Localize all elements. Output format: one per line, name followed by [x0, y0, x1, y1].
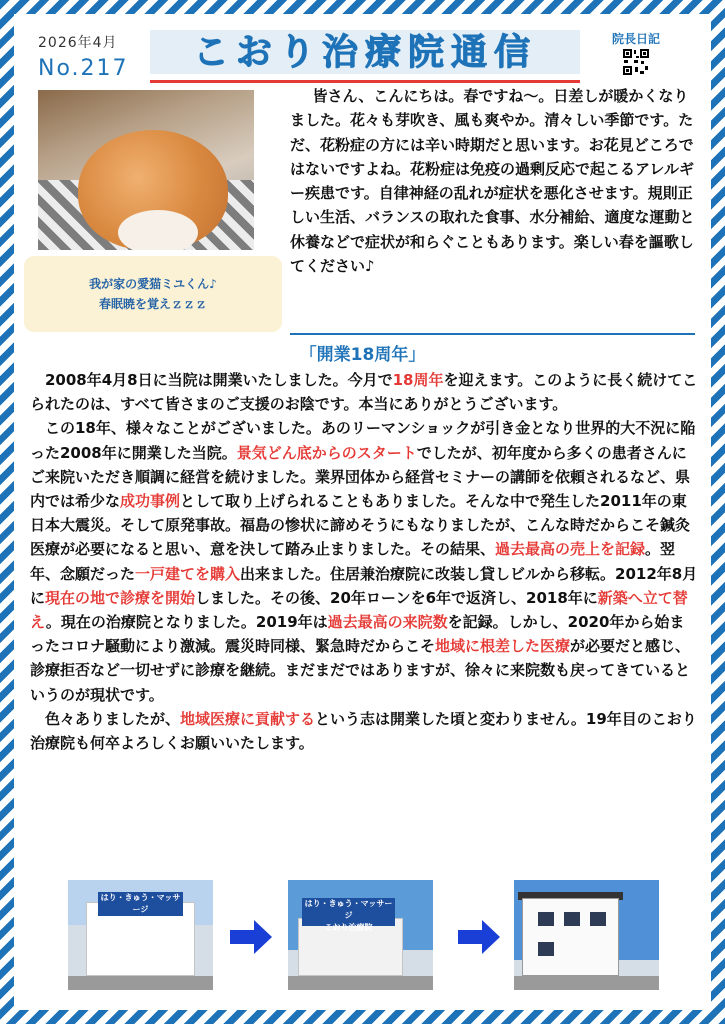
caption-line-1: 我が家の愛猫ミユくん♪ [89, 277, 217, 291]
paragraph-1: 2008年4月8日に当院は開業いたしました。今月で18周年を迎えます。このように長く続けてこられたのは、すべて皆さまのご支援のお陰です。本当にありがとうございます。 [30, 371, 698, 414]
intro-paragraph: 皆さん、こんにちは。春ですね〜。日差しが暖かくなりました。花々も芽吹き、風も爽やか。清々しい季節です。ただ、花粉症の方には辛い時期だと思います。お花見どころではないですよね。花粉症は免疫の過剰反応で起こるアレルギー疾患です。自律神経の乱れが症状を悪化させます。規則正しい生活、バランスの取れた食事、水分補給、適度な運動と休養などで症状が和らぐこともあります。楽しい春を謳歌してください♪ [290, 87, 695, 276]
highlight-text: 成功事例 [120, 492, 181, 511]
photo-caption [24, 256, 282, 332]
highlight-text: 新築へ立て替え [30, 588, 688, 632]
caption-line-2: 春眠暁を覚えｚｚｚ [98, 297, 207, 311]
highlight-text: 地域医療に貢献する [180, 709, 316, 728]
qr-code-icon[interactable] [622, 48, 650, 76]
newsletter-title-block [150, 28, 580, 84]
highlight-text: 18周年 [392, 371, 444, 389]
cat-photo [38, 90, 254, 250]
highlight-text: 過去最高の来院数 [327, 613, 448, 632]
highlight-text: 景気どん底からのスタート [236, 443, 417, 462]
highlight-text: 現在の地で診療を開始 [45, 588, 196, 607]
issue-number: No.217 [38, 56, 129, 81]
clinic-sign: はり・きゅう・マッサージ こおり治療院 [302, 898, 395, 926]
highlight-text: 過去最高の売上を記録 [495, 540, 646, 559]
right-arrow-icon [458, 920, 500, 954]
newsletter-title: こおり治療院通信 [192, 32, 537, 73]
old-clinic-photo [68, 880, 213, 990]
highlight-text: 地域に根差した医療 [435, 637, 571, 656]
issue-date: 2026年4月 [38, 35, 118, 51]
detached-clinic-photo [288, 880, 433, 990]
paragraph-2: この18年、様々なことがございました。あのリーマンショックが引き金となり世界的大不況に陥った2008年に開業した当院。景気どん底からのスタートでしたが、初年度から多くの患者さんにご来院いただき順調に経営を続けました。業界団体から経営セミナーの講師を依頼されるなど、県内では希少な成功事例として取り上げられることもありました。そんな中で発生した2011年の東日本大震災。そして原発事故。福島の惨状に諦めそうにもなりましたが、こんな時だからこそ鍼灸医療が必要になると思い、意を決して踏み止まりました。その結果、過去最高の売上を記録。翌年、念願だった一戸建てを購入出来ました。住居兼治療院に改装し貸しビルから移転。2012年8月に現在の地で診療を開始しました。その後、20年ローンを6年で返済し、2018年に新築へ立て替え。現在の治療院となりました。2019年は過去最高の来院数を記録。しかし、2020年から始まったコロナ騒動により激減。震災時同様、緊急時だからこそ地域に根差した医療が必要だと感じ、診療拒否など一切せずに診療を継続。まだまだではありますが、徐々に来院数も戻ってきているというのが現状です。 [30, 419, 698, 704]
title-underline [150, 80, 580, 83]
highlight-text: 一戸建てを購入 [135, 564, 241, 583]
new-clinic-photo [514, 880, 659, 990]
right-arrow-icon [230, 920, 272, 954]
intro-divider [290, 333, 695, 335]
article-body [30, 368, 698, 755]
section-title: 「開業18周年」 [299, 345, 426, 365]
clinic-sign: はり・きゅう・マッサージ こおり治療院 [98, 892, 183, 916]
paragraph-3: 色々ありましたが、地域医療に貢献するという志は開業した頃と変わりません。19年目のこおり治療院も何卒よろしくお願いいたします。 [30, 709, 697, 753]
diary-label: 院長日記 [612, 32, 661, 46]
